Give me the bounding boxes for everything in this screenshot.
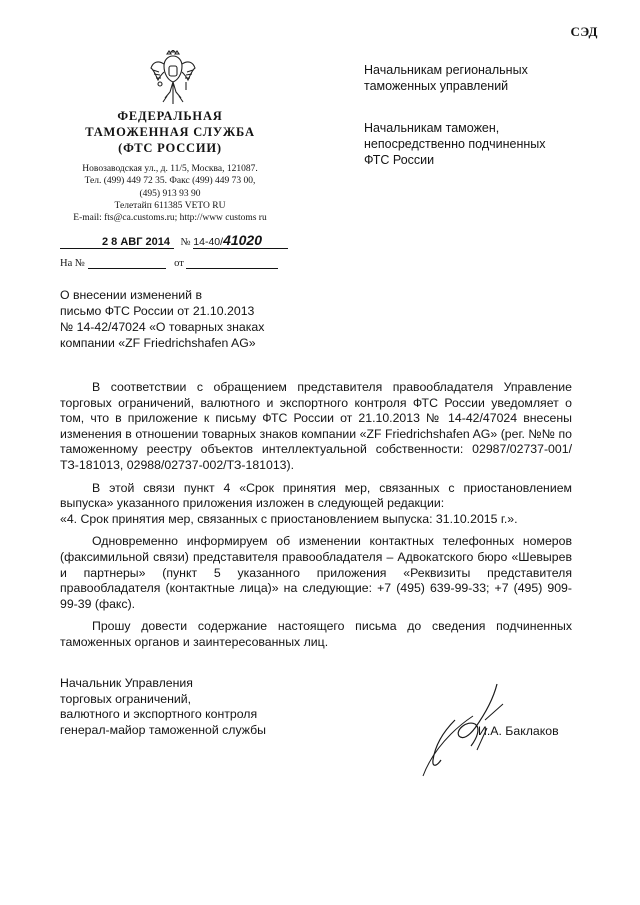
position-line: Начальник Управления bbox=[60, 676, 193, 690]
phone-line: Тел. (499) 449 72 35. Факс (499) 449 73 00, bbox=[84, 176, 256, 187]
body-paragraph: В этой связи пункт 4 «Срок принятия мер, связанных с приостановлением выпуска» указанного приложения изложен в следующей редакции: bbox=[60, 480, 572, 511]
position-line: валютного и экспортного контроля bbox=[60, 707, 258, 722]
letter-subject bbox=[60, 287, 300, 351]
letter-body bbox=[60, 380, 572, 651]
position-line: генерал-майор таможенной службы bbox=[60, 722, 267, 737]
subject-line: № 14-42/47024 «О товарных знаках bbox=[60, 320, 265, 334]
signer-name: И.А. Баклаков bbox=[478, 724, 559, 738]
registration-number-handwritten: 41020 bbox=[223, 232, 262, 248]
email-line: E-mail: fts@ca.customs.ru; http://www customs ru bbox=[73, 213, 267, 224]
signatory-position bbox=[60, 676, 266, 738]
body-paragraph: Прошу довести содержание настоящего письма до сведения подчиненных таможенных органов и заинтересованных лиц. bbox=[60, 619, 572, 649]
recipient-line: непосредственно подчиненных bbox=[364, 137, 546, 151]
recipient-line: таможенных управлений bbox=[364, 79, 509, 93]
reference-number-label: На № bbox=[60, 258, 85, 269]
reference-line bbox=[60, 257, 278, 269]
agency-contacts bbox=[55, 163, 285, 224]
recipient-line: ФТС России bbox=[364, 153, 435, 167]
reference-number-blank bbox=[88, 257, 166, 269]
recipient-block bbox=[364, 120, 546, 168]
agency-name-line: ТАМОЖЕННАЯ СЛУЖБА bbox=[85, 125, 255, 139]
number-label: № bbox=[180, 237, 191, 248]
reference-date-blank bbox=[186, 257, 278, 269]
recipient-block bbox=[364, 62, 528, 94]
body-paragraph: «4. Срок принятия мер, связанных с приостановлением выпуска: 31.10.2015 г.». bbox=[60, 511, 518, 526]
subject-line: письмо ФТС России от 21.10.2013 bbox=[60, 304, 255, 318]
phone-line: (495) 913 93 90 bbox=[139, 188, 201, 199]
subject-line: компании «ZF Friedrichshafen AG» bbox=[60, 336, 256, 350]
recipient-line: Начальникам региональных bbox=[364, 63, 528, 77]
address-line: Новозаводская ул., д. 11/5, Москва, 121087. bbox=[82, 164, 258, 174]
document-system-mark: СЭД bbox=[570, 24, 598, 39]
russian-eagle-emblem-icon bbox=[150, 50, 196, 106]
agency-name-line: ФЕДЕРАЛЬНАЯ bbox=[117, 109, 223, 123]
body-paragraph: Одновременно информируем об изменении контактных телефонных номеров (факсимильной связи) представителя правообладателя – Адвокатского бюро «Шевырев и партнеры» (пункт 5 указанного приложения «Реквизиты представителя правообладателя (контактные лица)» на следующие: +7 (495) 639-99-33; +7 (495) 909-99-39 (факс). bbox=[60, 534, 572, 611]
body-paragraph: В соответствии с обращением представителя правообладателя Управление торговых ограничений, валютного и экспортного контроля ФТС России уведомляет о том, что в приложение к письму ФТС России от 21.10.2013 № 14-42/47024 внесены изменения в отношении товарных знаков компании «ZF Friedrichshafen AG» (рег. №№ по таможенному реестру объектов интеллектуальной собственности: 02987/02737-001/ТЗ-181013, 02988/02737-002/ТЗ-181013). bbox=[60, 380, 572, 472]
recipient-line: Начальникам таможен, bbox=[364, 121, 500, 135]
registration-number-printed: 14-40/ bbox=[193, 236, 224, 248]
registration-date-stamp: 2 8 АВГ 2014 bbox=[60, 236, 174, 249]
teletype-line: Телетайп 611385 VETO RU bbox=[114, 200, 226, 211]
reference-date-label: от bbox=[174, 258, 184, 269]
position-line: торговых ограничений, bbox=[60, 691, 192, 706]
agency-name-line: (ФТС РОССИИ) bbox=[118, 141, 222, 155]
registration-line bbox=[60, 232, 288, 249]
agency-name-block bbox=[60, 108, 280, 156]
registration-number bbox=[193, 232, 288, 249]
subject-line: О внесении изменений в bbox=[60, 288, 202, 302]
